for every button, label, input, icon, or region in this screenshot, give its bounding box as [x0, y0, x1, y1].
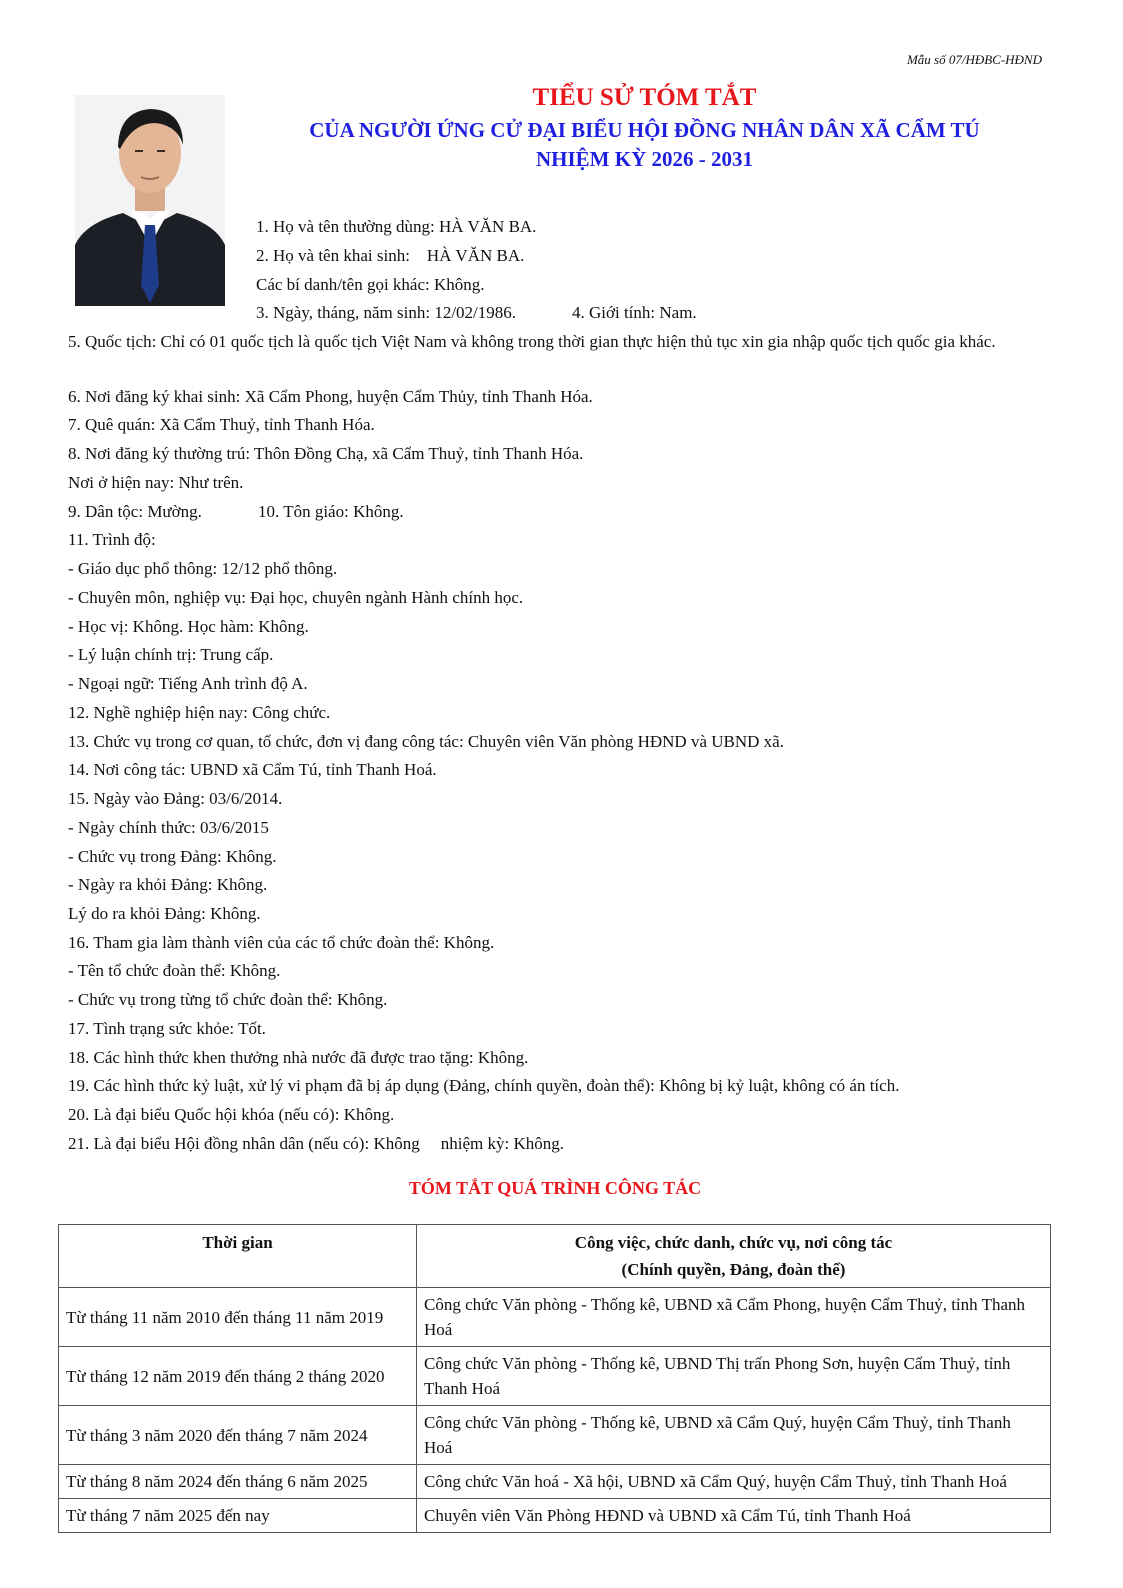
party-leave-reason: Lý do ra khỏi Đảng: Không. — [68, 904, 261, 923]
political-theory: - Lý luận chính trị: Trung cấp. — [68, 645, 274, 664]
health-status: 17. Tình trạng sức khỏe: Tốt. — [68, 1019, 266, 1038]
academic-degree: - Học vị: Không. Học hàm: Không. — [68, 617, 309, 636]
discipline: 19. Các hình thức kỷ luật, xử lý vi phạm đã bị áp dụng (Đảng, chính quyền, đoàn thể): Không bị kỷ luật, không có án tích. — [68, 1076, 900, 1095]
hometown: 7. Quê quán: Xã Cẩm Thuỷ, tỉnh Thanh Hóa. — [68, 415, 375, 434]
portrait-photo — [75, 95, 225, 306]
cell-time: Từ tháng 8 năm 2024 đến tháng 6 năm 2025 — [59, 1465, 417, 1499]
cell-time: Từ tháng 7 năm 2025 đến nay — [59, 1499, 417, 1533]
work-history-title: TÓM TẮT QUÁ TRÌNH CÔNG TÁC — [408, 1178, 702, 1198]
column-header-job-line2: (Chính quyền, Đảng, đoàn thể) — [621, 1260, 846, 1279]
gender: 4. Giới tính: Nam. — [572, 303, 697, 322]
column-header-job — [417, 1225, 1051, 1288]
party-official-date: - Ngày chính thức: 03/6/2015 — [68, 818, 269, 837]
work-history-table — [58, 1224, 1051, 1533]
cell-job: Công chức Văn phòng - Thống kê, UBND xã Cẩm Quý, huyện Cẩm Thuỷ, tỉnh Thanh Hoá — [417, 1406, 1051, 1465]
peoples-council-label: 21. Là đại biểu Hội đồng nhân dân (nếu có): Không — [68, 1134, 420, 1153]
permanent-residence: 8. Nơi đăng ký thường trú: Thôn Đồng Chạ, xã Cẩm Thuỷ, tỉnh Thanh Hóa. — [68, 444, 584, 463]
form-code: Mẫu số 07/HĐBC-HĐND — [906, 52, 1042, 67]
document-term: NHIỆM KỲ 2026 - 2031 — [536, 147, 753, 171]
ethnicity: 9. Dân tộc: Mường. — [68, 502, 202, 521]
cell-time: Từ tháng 12 năm 2019 đến tháng 2 tháng 2020 — [59, 1347, 417, 1406]
column-header-time: Thời gian — [59, 1225, 417, 1288]
organization-name: - Tên tổ chức đoàn thể: Không. — [68, 961, 281, 980]
party-position: - Chức vụ trong Đảng: Không. — [68, 847, 277, 866]
aliases: Các bí danh/tên gọi khác: Không. — [256, 275, 485, 294]
party-leave-date: - Ngày ra khỏi Đảng: Không. — [68, 875, 268, 894]
cell-job: Công chức Văn phòng - Thống kê, UBND Thị trấn Phong Sơn, huyện Cẩm Thuỷ, tỉnh Thanh Hoá — [417, 1347, 1051, 1406]
document-subtitle: CỦA NGƯỜI ỨNG CỬ ĐẠI BIỂU HỘI ĐỒNG NHÂN DÂN XÃ CẨM TÚ — [309, 118, 980, 142]
date-of-birth: 3. Ngày, tháng, năm sinh: 12/02/1986. — [256, 303, 517, 322]
table-row — [59, 1347, 1051, 1406]
current-residence: Nơi ở hiện nay: Như trên. — [68, 473, 244, 492]
organization-position: - Chức vụ trong từng tổ chức đoàn thể: Không. — [68, 990, 388, 1009]
table-row — [59, 1465, 1051, 1499]
specialty: - Chuyên môn, nghiệp vụ: Đại học, chuyên ngành Hành chính học. — [68, 588, 524, 607]
cell-job: Công chức Văn phòng - Thống kê, UBND xã Cẩm Phong, huyện Cẩm Thuỷ, tỉnh Thanh Hoá — [417, 1288, 1051, 1347]
national-assembly: 20. Là đại biểu Quốc hội khóa (nếu có): Không. — [68, 1105, 395, 1124]
current-position: 13. Chức vụ trong cơ quan, tổ chức, đơn vị đang công tác: Chuyên viên Văn phòng HĐND và UBND xã. — [68, 732, 784, 751]
birth-name — [256, 243, 524, 269]
party-join-date: 15. Ngày vào Đảng: 03/6/2014. — [68, 789, 283, 808]
workplace: 14. Nơi công tác: UBND xã Cẩm Tú, tỉnh Thanh Hoá. — [68, 760, 437, 779]
common-name: 1. Họ và tên thường dùng: HÀ VĂN BA. — [256, 217, 537, 236]
peoples-council — [68, 1131, 564, 1157]
cell-time: Từ tháng 11 năm 2010 đến tháng 11 năm 2019 — [59, 1288, 417, 1347]
birth-registration: 6. Nơi đăng ký khai sinh: Xã Cẩm Phong, huyện Cẩm Thủy, tỉnh Thanh Hóa. — [68, 387, 593, 406]
table-row — [59, 1499, 1051, 1533]
foreign-language: - Ngoại ngữ: Tiếng Anh trình độ A. — [68, 674, 308, 693]
table-header-row — [59, 1225, 1051, 1288]
birth-name-value: HÀ VĂN BA. — [426, 246, 525, 265]
cell-job: Công chức Văn hoá - Xã hội, UBND xã Cẩm Quý, huyện Cẩm Thuỷ, tỉnh Thanh Hoá — [417, 1465, 1051, 1499]
peoples-council-term: nhiệm kỳ: Không. — [440, 1134, 564, 1153]
awards: 18. Các hình thức khen thưởng nhà nước đã được trao tặng: Không. — [68, 1048, 529, 1067]
column-header-job-line1: Công việc, chức danh, chức vụ, nơi công tác — [574, 1233, 893, 1252]
education-heading: 11. Trình độ: — [68, 530, 156, 549]
document-title: TIỂU SỬ TÓM TẮT — [532, 84, 757, 111]
table-row — [59, 1288, 1051, 1347]
general-education: - Giáo dục phổ thông: 12/12 phổ thông. — [68, 559, 338, 578]
occupation: 12. Nghề nghiệp hiện nay: Công chức. — [68, 703, 331, 722]
cell-time: Từ tháng 3 năm 2020 đến tháng 7 năm 2024 — [59, 1406, 417, 1465]
religion: 10. Tôn giáo: Không. — [258, 502, 404, 521]
nationality: 5. Quốc tịch: Chỉ có 01 quốc tịch là quốc tịch Việt Nam và không trong thời gian thực hiện thủ tục xin gia nhập quốc tịch quốc gia khác. — [68, 332, 996, 351]
cell-job: Chuyên viên Văn Phòng HĐND và UBND xã Cẩm Tú, tỉnh Thanh Hoá — [417, 1499, 1051, 1533]
organizations: 16. Tham gia làm thành viên của các tổ chức đoàn thể: Không. — [68, 933, 495, 952]
table-row — [59, 1406, 1051, 1465]
birth-name-label: 2. Họ và tên khai sinh: — [256, 246, 410, 265]
